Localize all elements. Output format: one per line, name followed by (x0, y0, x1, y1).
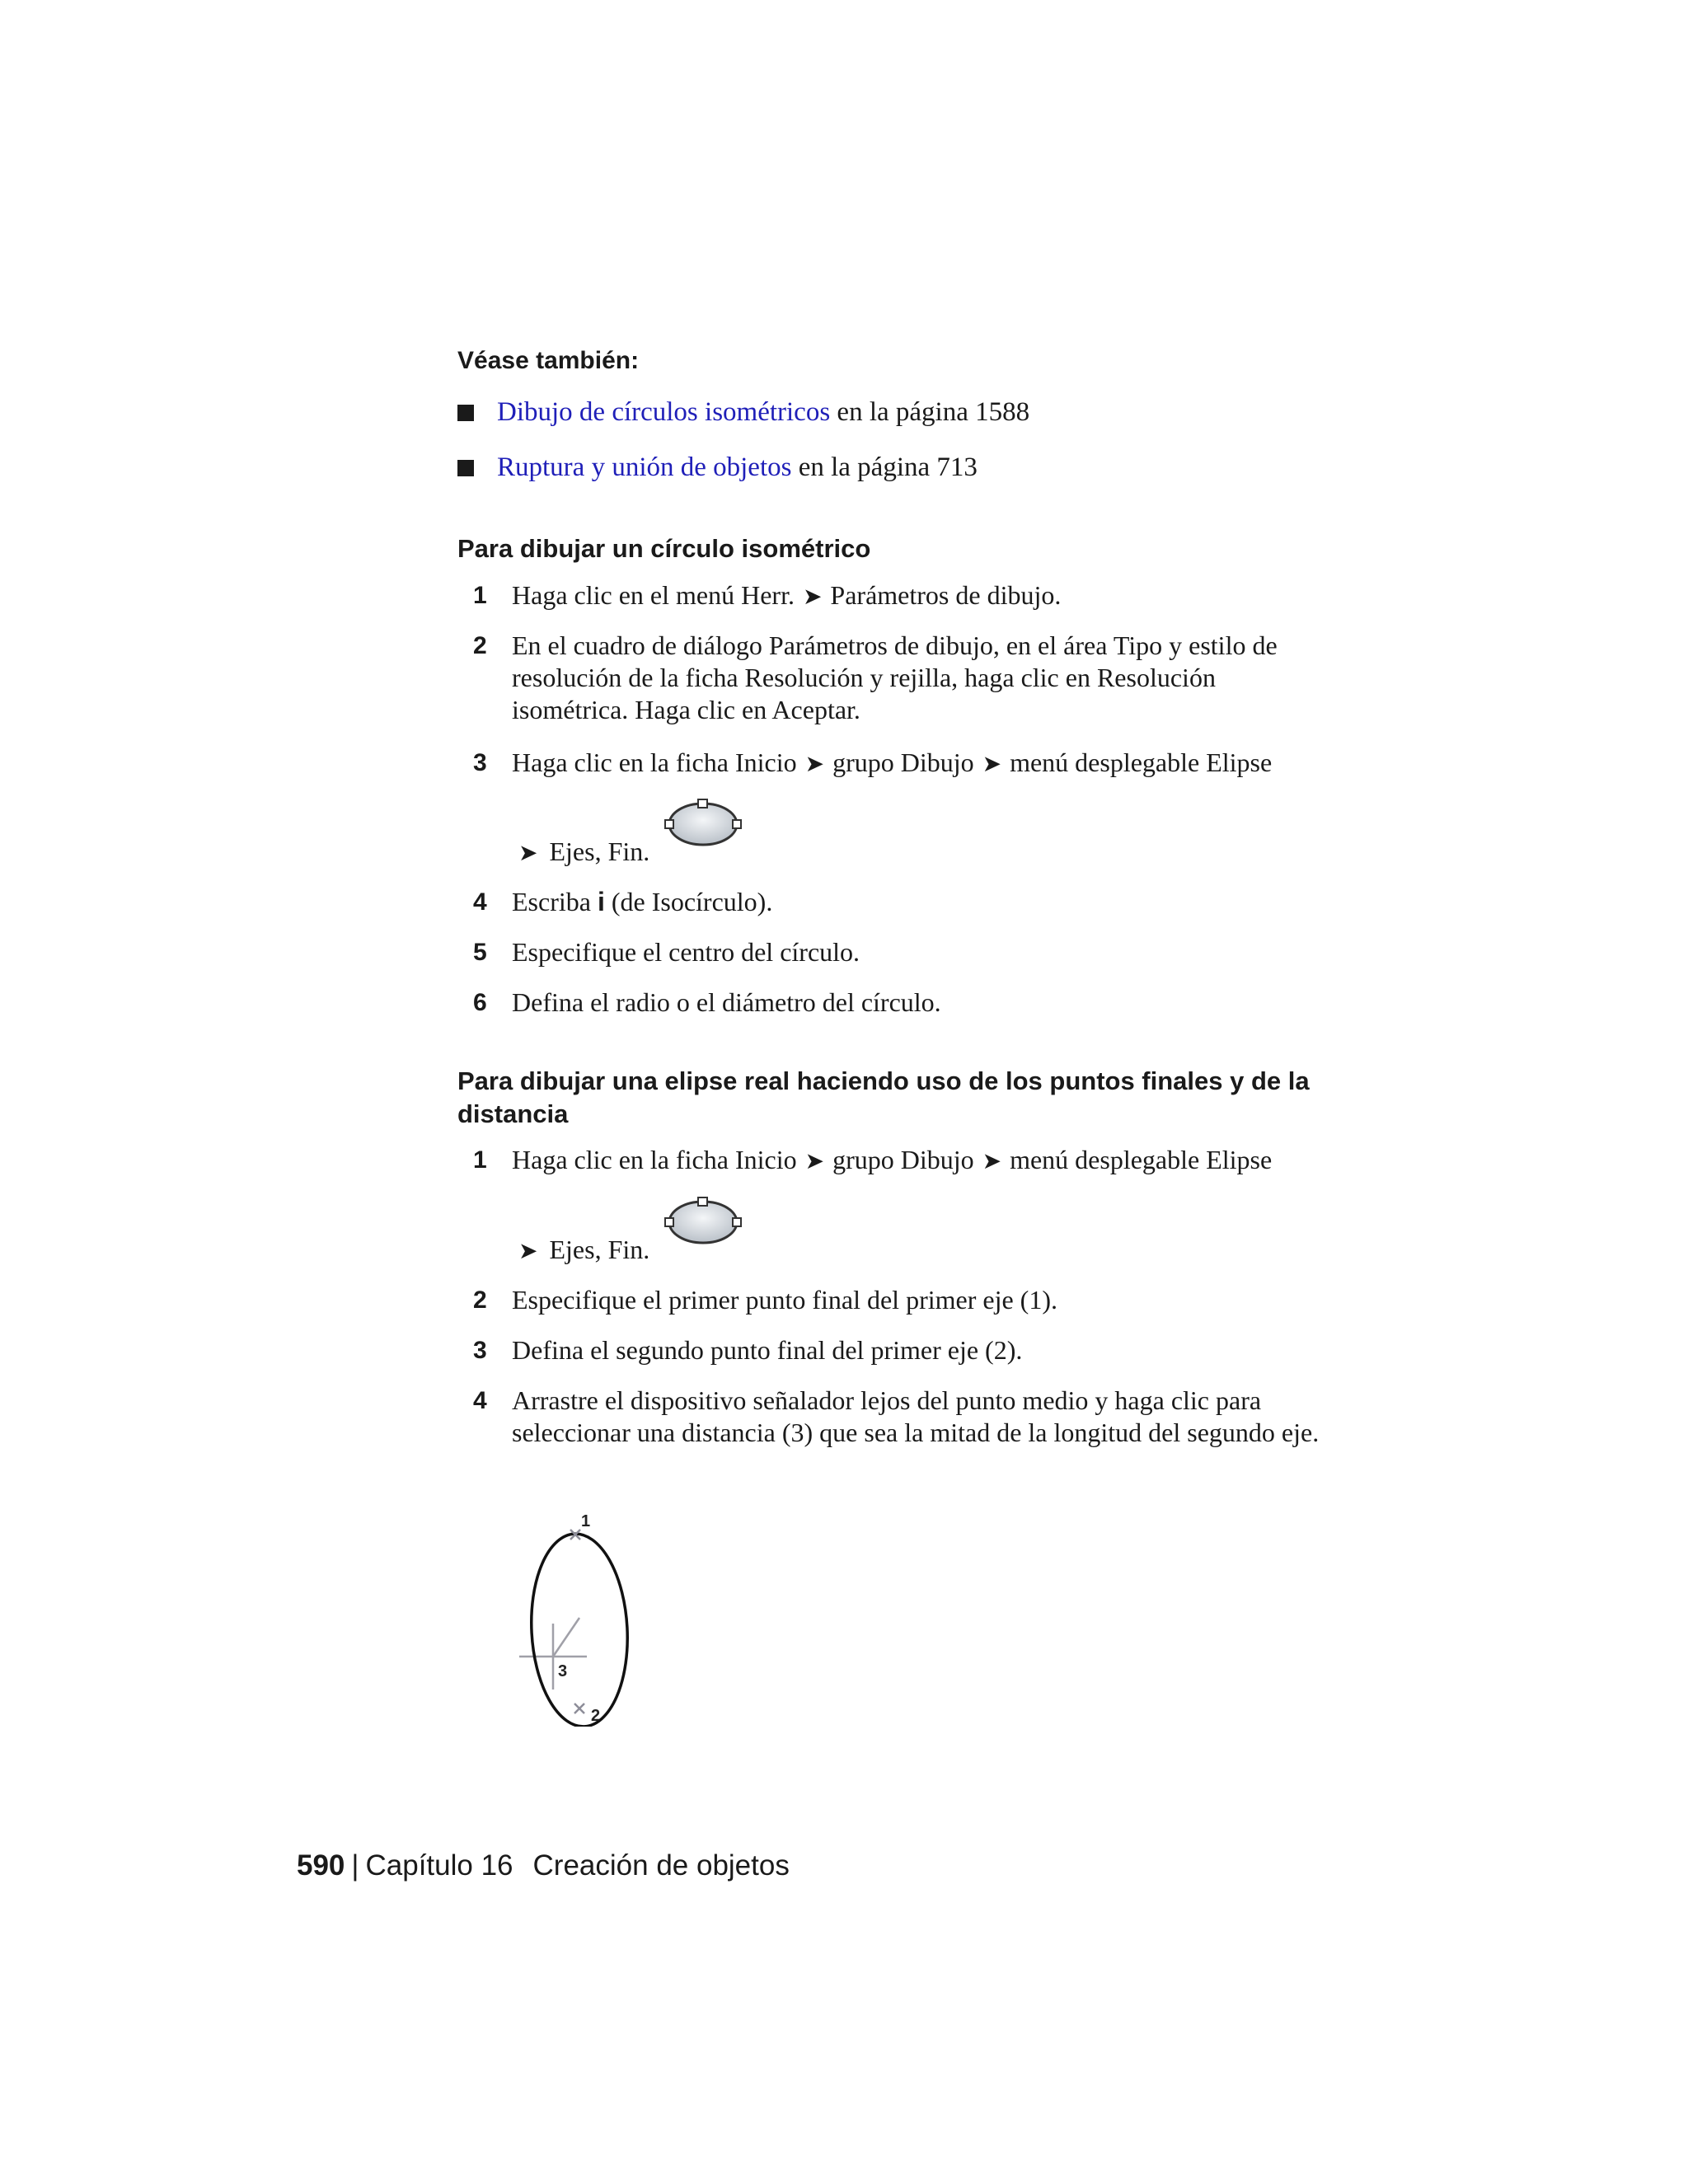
point-label-1: 1 (581, 1512, 591, 1530)
step-text: Especifique el primer punto final del primer eje (1). (512, 1285, 1057, 1315)
step-3-continuation: ➤ Ejes, Fin. (512, 836, 649, 869)
step-number: 5 (473, 939, 487, 966)
page-number: 590 (297, 1849, 345, 1882)
arrow-icon: ➤ (802, 583, 823, 610)
bullet-square-icon (457, 460, 474, 476)
radius-line (553, 1618, 579, 1657)
arrow-icon: ➤ (982, 750, 1002, 777)
step-number: 6 (473, 989, 487, 1016)
step-text: Defina el segundo punto final del primer eje (2). (512, 1335, 1023, 1365)
step-number: 4 (473, 1387, 487, 1414)
link-isometric-circles[interactable]: Dibujo de círculos isométricos (497, 397, 831, 427)
step-text: Arrastre el dispositivo señalador lejos del punto medio y haga clic para seleccionar una distancia (3) que sea la mitad de la longitud del segundo eje. (512, 1385, 1320, 1447)
arrow-icon: ➤ (518, 1237, 538, 1264)
step-number: 2 (473, 632, 487, 659)
ellipse-axis-end-icon (663, 793, 743, 852)
document-page: Véase también: Dibujo de círculos isométricos en la página 1588 Ruptura y unión de objetos en la página 713 Para dibujar un círculo isométrico 1 Haga clic en el menú Herr. ➤ Parámetros de dibujo. 2 En el cuadro de diálogo Parámetros de dibujo, en el área Tipo y estilo de resolución de la ficha Resolución y rejilla, haga clic en Resolución isométrica. Haga clic en Aceptar. 3 Haga clic en la ficha Inicio ➤ grupo Dibujo ➤ menú desplegable Elipse ➤ Ejes, Fin. 4 Escriba i (de Isocírculo). 5 Especifique el centro del círculo. 6 Defina el radio o el diámetro del círculo. Para dibujar una elipse real haciendo uso de los puntos finales y de la distancia 1 Haga clic en la ficha Inicio ➤ grupo Dibujo ➤ menú desplegable Elipse ➤ Ejes, Fin. 2 Especifique el primer punto final del primer eje (1). 3 Defina el segundo punto final del primer eje (2). 4 Arrastre el dispositivo señalador lejos del punto medio y haga clic para seleccionar una distancia (3) que sea la mitad de la longitud del segundo eje. 1 2 3 590 | Capítulo 16 Creación de objetos (0, 0, 1688, 2184)
point-label-3: 3 (558, 1662, 568, 1680)
page-ref-text: en la página 1588 (830, 397, 1030, 427)
footer-separator: | (351, 1849, 359, 1882)
step-text: Especifique el centro del círculo. (512, 937, 860, 967)
ellipse-figure (511, 1500, 643, 1727)
section-heading-isometric-circle: Para dibujar un círculo isométrico (457, 534, 871, 563)
arrow-icon: ➤ (804, 750, 825, 777)
ellipse-axis-end-icon (663, 1191, 743, 1250)
step-number: 3 (473, 1337, 487, 1364)
step-1-continuation: ➤ Ejes, Fin. (512, 1234, 649, 1267)
ellipse-shape (527, 1531, 632, 1727)
chapter-label: Capítulo 16 (365, 1849, 513, 1882)
section-heading-true-ellipse: Para dibujar una elipse real haciendo uso de los puntos finales y de la distancia (457, 1066, 1310, 1128)
link-break-join-objects[interactable]: Ruptura y unión de objetos (497, 452, 792, 482)
endpoint-marker-2 (574, 1704, 584, 1713)
step-text: Defina el radio o el diámetro del círculo. (512, 987, 941, 1017)
step-number: 3 (473, 749, 487, 776)
chapter-title: Creación de objetos (532, 1849, 790, 1882)
arrow-icon: ➤ (982, 1147, 1002, 1174)
see-also-heading: Véase también: (457, 347, 640, 374)
step-number: 2 (473, 1286, 487, 1314)
step-text: En el cuadro de diálogo Parámetros de dibujo, en el área Tipo y estilo de resolución de la ficha Resolución y rejilla, haga clic en Resolución isométrica. Haga clic en Aceptar. (512, 630, 1278, 724)
step-number: 1 (473, 582, 487, 609)
arrow-icon: ➤ (804, 1147, 825, 1174)
arrow-icon: ➤ (518, 839, 538, 866)
page-footer (297, 1848, 790, 1884)
step-number: 4 (473, 888, 487, 916)
point-label-2: 2 (591, 1707, 601, 1725)
bullet-square-icon (457, 405, 474, 421)
page-ref-text: en la página 713 (791, 452, 978, 482)
step-number: 1 (473, 1146, 487, 1174)
